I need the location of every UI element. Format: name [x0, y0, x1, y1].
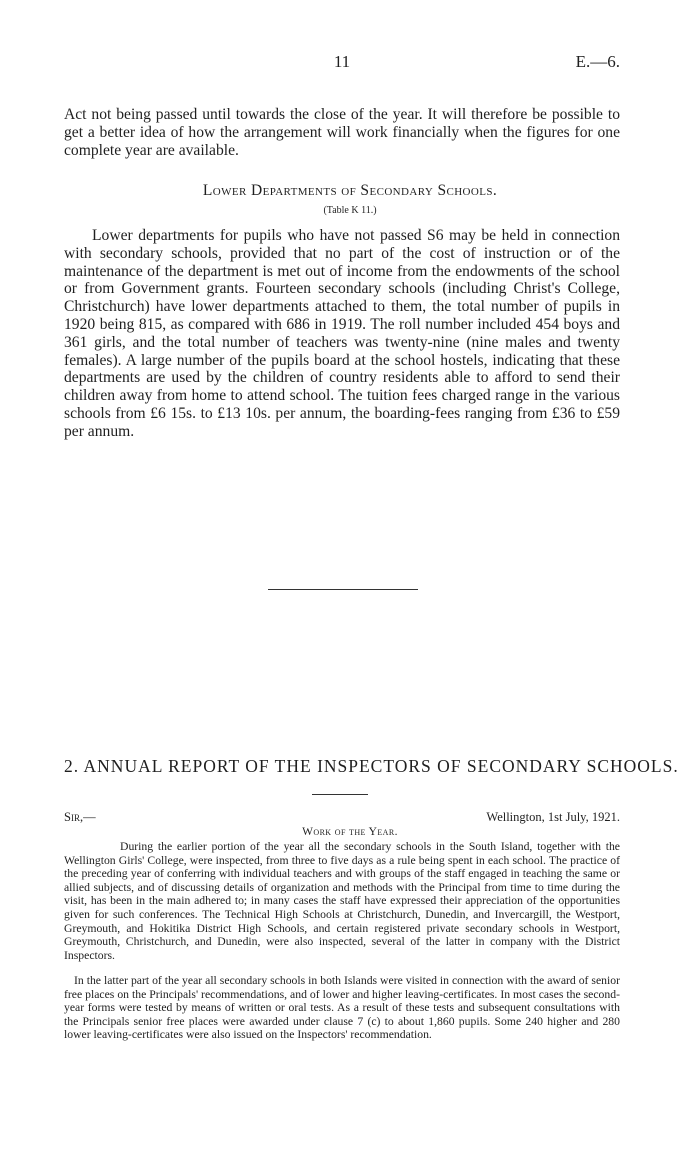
- document-reference: E.—6.: [575, 52, 620, 71]
- report-title: 2. ANNUAL REPORT OF THE INSPECTORS OF SECONDARY SCHOOLS.: [64, 756, 679, 776]
- work-of-year-paragraph-1: During the earlier portion of the year all the secondary schools in the South Island, together with the Wellington Girls' College, were inspected, from three to five days as a rule being spent in each school. The practice of the preceding year of conferring with individual teachers and with groups of the staff engaged in teaching the same or allied subjects, and of discussing details of organization and methods with the Principal from time to time during the visit, has been in the main adhered to; in many cases the staff have expressed their appreciation of the opportunities given for such conferences. The Technical High Schools at Christchurch, Dunedin, and Invercargill, the Westport, Greymouth, and Hokitika District High Schools, and certain registered private secondary schools in Westport, Greymouth, Christchurch, and Dunedin, were also inspected, several of the latter in company with the District Inspectors.: [64, 840, 620, 962]
- section-heading-lower-departments: Lower Departments of Secondary Schools.: [202, 182, 498, 199]
- lower-departments-paragraph: Lower departments for pupils who have not passed S6 may be held in connection with secondary schools, provided that no part of the cost of instruction or of the maintenance of the department is met out of income from the endowments of the school or from Government grants. Fourteen secondary schools (including Christ's College, Christchurch) have lower departments attached to them, the total number of pupils in 1920 being 815, as compared with 686 in 1919. The roll number included 454 boys and 361 girls, and the total number of teachers was twenty-nine (nine males and twenty females). A large number of the pupils board at the school hostels, indicating that these departments are used by the children of country residents able to afford to send their children away from home to attend school. The tuition fees charged range in the various schools from £6 15s. to £13 10s. per annum, the boarding-fees ranging from £36 to £59 per annum.: [64, 227, 620, 440]
- section-divider: [268, 589, 418, 590]
- title-divider: [312, 794, 368, 795]
- table-reference: (Table K 11.): [323, 205, 377, 216]
- date-line: Wellington, 1st July, 1921.: [486, 810, 620, 824]
- page-number: 11: [333, 52, 351, 71]
- page-header: [64, 52, 620, 74]
- continuation-paragraph: Act not being passed until towards the close of the year. It will therefore be possible to get a better idea of how the arrangement will work financially when the figures for one complete year are available.: [64, 106, 620, 159]
- work-of-year-heading: Work of the Year.: [302, 826, 398, 838]
- salutation: Sir,—: [64, 810, 96, 824]
- work-of-year-paragraph-2: In the latter part of the year all secondary schools in both Islands were visited in connection with the award of senior free places on the Principals' recommendations, and of lower and higher leaving-certificates. In most cases the second-year forms were tested by means of written or oral tests. As a result of these tests and subsequent consultations with the Principals senior free places were awarded under clause 7 (c) to about 1,860 pupils. Some 240 higher and 280 lower leaving-certificates were also issued on the Inspectors' recommendation.: [64, 974, 620, 1042]
